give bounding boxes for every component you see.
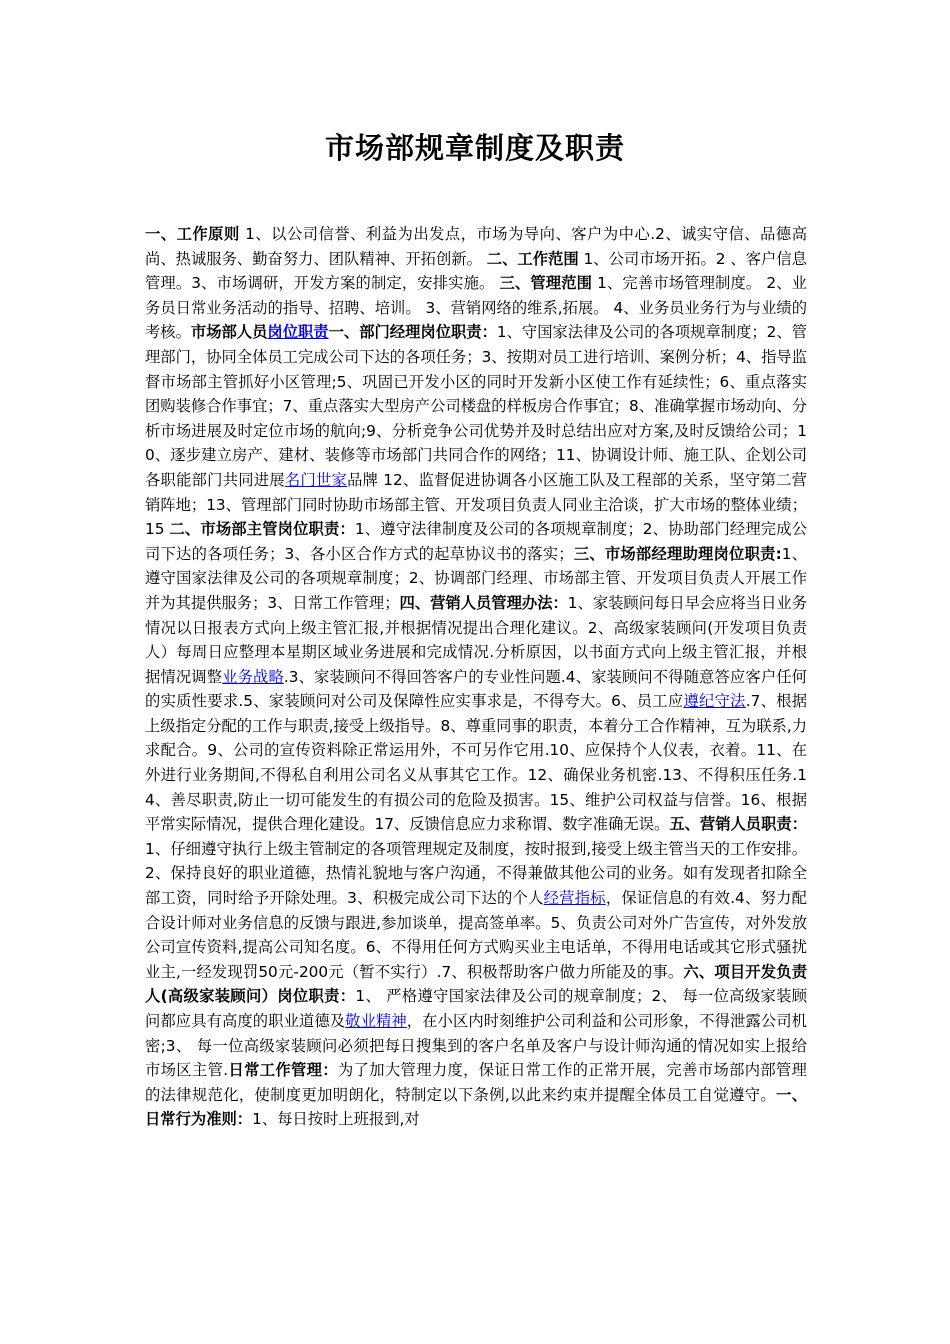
- body-text-run: ，在小区内时刻维护公司利益和公司形象，不得泄露公司机密;3、 每一位高级家装顾问必须把每日搜集到的客户名单及客户与设计师沟通的情况如实上报给市场区主管.: [145, 1012, 807, 1080]
- inline-link[interactable]: 敬业精神: [345, 1012, 407, 1030]
- section-heading: 三、管理范围: [499, 274, 593, 293]
- inline-link[interactable]: 名门世家: [284, 470, 348, 489]
- page-title: 市场部规章制度及职责: [324, 131, 625, 165]
- section-heading: 一、日常行为准则：: [145, 1085, 807, 1129]
- body-text-run: 1、仔细遵守执行上级主管制定的各项管理规定及制度，按时报到,接受上级主管当天的工作安排。2、保持良好的职业道德，热情礼貌地与客户沟通，不得兼做其他公司的业务。如有发现者扣除全部工资，同时给予开除处理。3、积极完成公司下达的个人: [145, 839, 807, 908]
- body-text-run: 1、遵守法律制度及公司的各项规章制度；2、协助部门经理完成公司下达的各项任务；3、各小区合作方式的起草协议书的落实；: [145, 520, 807, 563]
- body-text-run: 1、完善市场管理制度。 2、业务员日常业务活动的指导、招聘、培训。 3、营销网络的维系,拓展。 4、业务员业务行为与业绩的考核。: [145, 274, 807, 342]
- section-heading: 一、工作原则: [145, 225, 240, 243]
- section-heading: 一、部门经理岗位职责：: [328, 323, 497, 342]
- body-text-run: 1、遵守国家法律及公司的各项规章制度；2、协调部门经理、市场部主管、开发项目负责人开展工作并为其提供服务；3、日常工作管理；: [145, 544, 808, 612]
- section-heading: 二、工作范围: [486, 249, 579, 268]
- body-text-run: 1、 严格遵守国家法律及公司的规章制度；2、 每一位高级家装顾问都应具有高度的职业道德及: [145, 987, 807, 1030]
- inline-link[interactable]: 业务战略: [222, 667, 284, 686]
- body-text-run: .3、家装顾问不得回答客户的专业性问题.4、家装顾问不得随意答应客户任何的实质性要求.5、家装顾问对公司及保障性应实事求是，不得夸大。6、员工应: [145, 667, 807, 711]
- section-heading: 二、市场部主管岗位职责：: [169, 520, 355, 539]
- section-heading: 六、项目开发负责人(高级家装顾问）岗位职责：: [145, 962, 807, 1006]
- inline-link[interactable]: 岗位职责: [267, 323, 329, 342]
- body-text-run: 1、守国家法律及公司的各项规章制度；2、管理部门，协同全体员工完成公司下达的各项任务；3、按期对员工进行培训、案例分析；4、指导监督市场部主管抓好小区管理;5、巩固已开发小区的同时开发新小区使工作有延续性；6、重点落实团购装修合作事宜；7、重点落实大型房产公司楼盘的样板房合作事宜；8、准确掌握市场动向、分析市场进展及时定位市场的航向;9、分析竞争公司优势并及时总结出应对方案,及时反馈给公司；10、逐步建立房产、建材、装修等市场部门共同合作的网络；11、协调设计师、施工队、企划公司各职能部门共同进展: [145, 323, 807, 489]
- section-heading: 市场部人员: [190, 323, 268, 342]
- body-text-run: ，保证信息的有效.4、努力配合设计师对业务信息的反馈与跟进,参加谈单，提高签单率。5、负责公司对外广告宣传，对外发放公司宣传资料,提高公司知名度。6、不得用任何方式购买业主电话单，不得用电话或其它形式骚扰业主,一经发现罚50元-200元（暂不实行）.7、积极帮助客户做力所能及的事。: [145, 889, 807, 981]
- body-text-run: 1、以公司信誉、利益为出发点，市场为导向、客户为中心.2、诚实守信、品德高尚、热诚服务、勤奋努力、团队精神、开拓创新。: [145, 225, 807, 268]
- body-text-run: .7、根据上级指定分配的工作与职责,接受上级指导。8、尊重同事的职责，本着分工合作精神，互为联系,力求配合。9、公司的宣传资料除正常运用外，不可另作它用.10、应保持个人仪表，衣着。11、在外进行业务期间,不得私自利用公司名义从事其它工作。12、确保业务机密.13、不得积压任务.14、善尽职责,防止一切可能发生的有损公司的危险及损害。15、维护公司权益与信誉。16、根据平常实际情况，提供合理化建设。17、反馈信息应力求称谓、数字准确无误。: [145, 692, 807, 834]
- inline-link[interactable]: 遵纪守法: [683, 692, 746, 711]
- section-heading: 日常工作管理：: [228, 1061, 338, 1080]
- body-paragraph: [145, 222, 807, 1132]
- section-heading: 三、市场部经理助理岗位职责:: [573, 544, 782, 563]
- body-text-run: 1、每日按时上班报到,对: [252, 1110, 420, 1129]
- body-text-run: 1、家装顾问每日早会应将当日业务情况以日报表方式向上级主管汇报,并根据情况提出合理化建议。2、高级家装顾问(开发项目负责人）每周日应整理本星期区域业务进展和完成情况.分析原因，以书面方式向上级主管汇报，并根据情况调整: [145, 593, 808, 686]
- inline-link[interactable]: 经营指标: [543, 889, 606, 908]
- body-text-run: 品牌 12、监督促进协调各小区施工队及工程部的关系，坚守第二营销阵地；13、管理部门同时协助市场部主管、开发项目负责人同业主洽谈，扩大市场的整体业绩；15: [145, 470, 807, 539]
- body-text-run: 1、公司市场开拓。2 、客户信息管理。3、市场调研，开发方案的制定，安排实施。: [145, 249, 807, 293]
- body-text-run: 为了加大管理力度，保证日常工作的正常开展，完善市场部内部管理的法律规范化，使制度更加明朗化，特制定以下条例,以此来约束并提醒全体员工自觉遵守。: [145, 1061, 807, 1104]
- section-heading: 五、营销人员职责：: [669, 815, 807, 834]
- section-heading: 四、营销人员管理办法：: [399, 593, 568, 612]
